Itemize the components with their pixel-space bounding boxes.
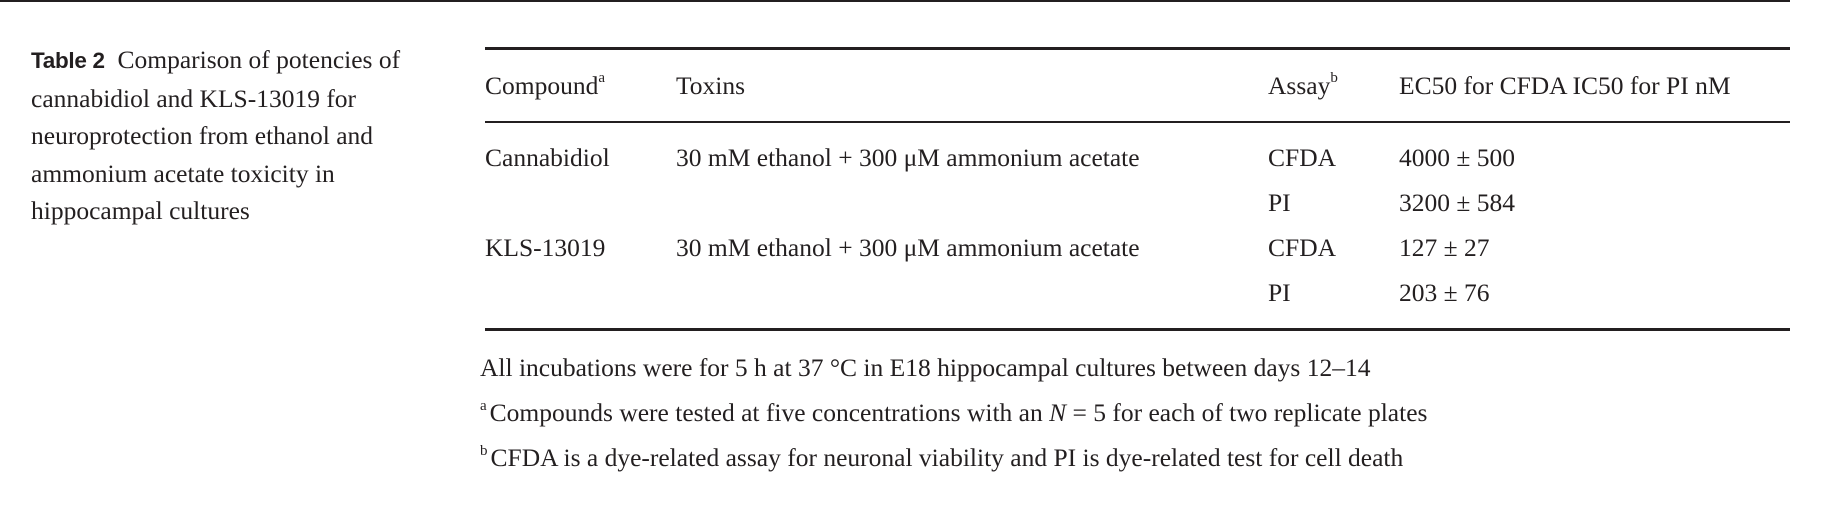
footnote-a-text-after: = 5 for each of two replicate plates	[1066, 398, 1428, 427]
header-assay	[1268, 71, 1338, 101]
header-compound	[485, 71, 605, 101]
cell-assay: PI	[1268, 188, 1291, 217]
table-caption-text: Comparison of potencies of cannabidiol and KLS-13019 for neuroprotection from ethanol and ammonium acetate toxicity in hippocampal cultures	[31, 45, 401, 225]
footnote-a-mark: a	[480, 397, 487, 414]
page-top-rule	[0, 0, 1790, 2]
table-caption	[31, 41, 451, 230]
table-top-rule	[485, 47, 1790, 50]
cell-assay: PI	[1268, 278, 1291, 307]
cell-compound: Cannabidiol	[485, 143, 610, 172]
footnote-general: All incubations were for 5 h at 37 °C in E18 hippocampal cultures between days 12–14	[480, 353, 1371, 382]
cell-assay: CFDA	[1268, 143, 1337, 172]
footnote-a-text-before: Compounds were tested at five concentrations with an	[489, 398, 1050, 427]
footnote-mark-a: a	[598, 69, 606, 86]
table-caption-label: Table 2	[31, 48, 105, 73]
footnote-mark-b: b	[1330, 69, 1338, 86]
footnote-b-mark: b	[480, 442, 488, 459]
table-bottom-rule	[485, 328, 1790, 331]
cell-compound: KLS-13019	[485, 233, 606, 262]
cell-toxins: 30 mM ethanol + 300 μM ammonium acetate	[676, 233, 1140, 262]
cell-value: 3200 ± 584	[1399, 188, 1515, 217]
header-toxins: Toxins	[676, 71, 746, 100]
header-assay-label: Assay	[1268, 71, 1331, 100]
footnote-a-math: N	[1049, 398, 1067, 427]
footnote-b-text: CFDA is a dye-related assay for neuronal viability and PI is dye-related test for cell death	[490, 443, 1404, 472]
footnote-b	[480, 443, 1403, 473]
cell-value: 127 ± 27	[1399, 233, 1490, 262]
cell-value: 203 ± 76	[1399, 278, 1490, 307]
header-value: EC50 for CFDA IC50 for PI nM	[1399, 71, 1731, 100]
footnote-a	[480, 398, 1427, 428]
cell-assay: CFDA	[1268, 233, 1337, 262]
cell-value: 4000 ± 500	[1399, 143, 1515, 172]
cell-toxins: 30 mM ethanol + 300 μM ammonium acetate	[676, 143, 1140, 172]
header-compound-label: Compound	[485, 71, 599, 100]
table-header-rule	[485, 121, 1790, 123]
